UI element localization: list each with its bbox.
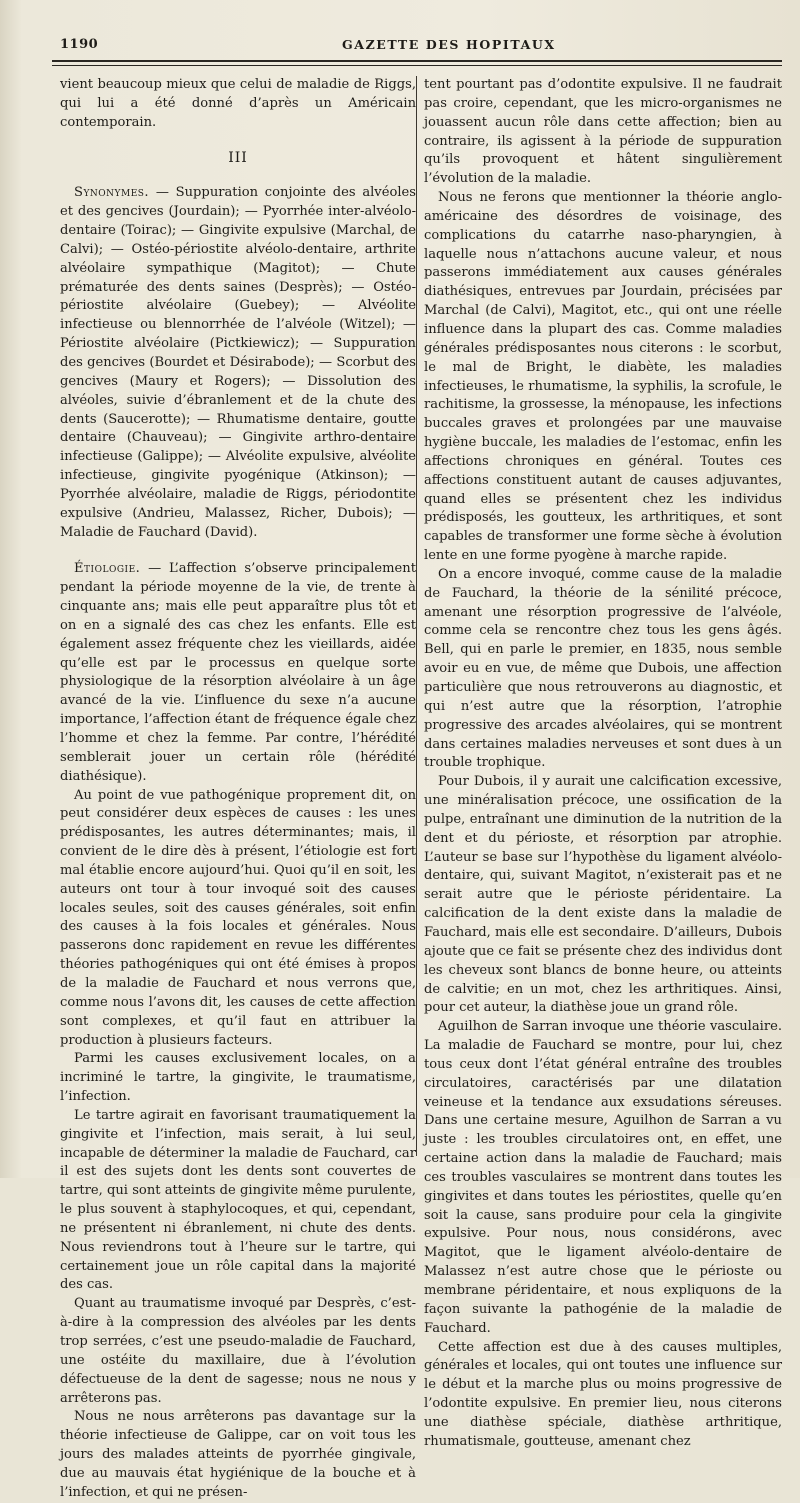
left-column bbox=[60, 76, 416, 1503]
paragraph-etiologie bbox=[60, 560, 416, 786]
paragraph-continuation: tent pourtant pas d’odontite expulsive. Il ne faudrait pas croire, cependant, que les micro-organismes ne jouassent aucun rôle dans cette affection; bien au contraire, ils agissent à la période de suppuration qu’ils provoquent et hâtent singulièrement l’évolution de la maladie. bbox=[424, 77, 782, 187]
synonymes-label: Synonymes. bbox=[74, 185, 150, 201]
paragraph-aguilhon: Aguilhon de Sarran invoque une théorie vasculaire. La maladie de Fauchard se montre, pour lui, chez tous ceux dont l’état général entraîne des troubles circulatoires, caractérisés par une dilatation veineuse et la tendance aux exsudations séreuses. Dans une certaine mesure, Aguilhon de Sarran a vu juste : les troubles circulatoires ont, en effet, une certaine action dans la maladie de Fauchard; mais ces troubles vasculaires se montrent dans toutes les gingivites et dans toutes les périostites, quelle qu’en soit la cause, sans produire pour cela la gingivite expulsive. Pour nous, nous considérons, avec Magitot, que le ligament alvéolo-dentaire de Malassez n’est autre chose que le périoste ou membrane péridentaire, et nous expliquons de la façon suivante la pathogénie de la maladie de Fauchard. bbox=[424, 1019, 782, 1336]
etiologie-label: Étiologie. bbox=[74, 561, 141, 577]
etiologie-text: — L’affection s’observe principalement pendant la période moyenne de la vie, de trente à cinquante ans; mais elle peut apparaître plus tôt et on en a signalé des cas chez les enfants. Elle est également assez fréquente chez les vieillards, aidée qu’elle est par le processus en quelque sorte physiologique de la résorption alvéolaire à un âge avancé de la vie. L’influence du sexe n’a aucune importance, l’affection étant de fréquence égale chez l’homme et chez la femme. Par contre, l’hérédité semblerait jouer un certain rôle (hérédité diathésique). bbox=[60, 561, 416, 784]
paragraph-galippe: Nous ne nous arrêterons pas davantage sur la théorie infectieuse de Galippe, car on voit tous les jours des malades atteints de pyorrhée gingivale, due au mauvais état hygiénique de la bouche et à l’infection, et qui ne présen- bbox=[60, 1409, 416, 1500]
paragraph-traumatisme: Quant au traumatisme invoqué par Desprès, c’est-à-dire à la compression des alvéoles par les dents trop serrées, c’est une pseudo-maladie de Fauchard, une ostéite du maxillaire, due à l’évolution défectueuse de la dent de sagesse; nous ne nous y arrêterons pas. bbox=[60, 1296, 416, 1406]
page-header bbox=[52, 34, 782, 56]
journal-title: GAZETTE DES HOPITAUX bbox=[342, 37, 556, 52]
paragraph-parmi: Parmi les causes exclusivement locales, on a incriminé le tartre, la gingivite, le traumatisme, l’infection. bbox=[60, 1051, 416, 1105]
paragraph-causes-multiples: Cette affection est due à des causes multiples, générales et locales, qui ont toutes une influence sur le début et la marche plus ou moins progressive de l’odontite expulsive. En premier lieu, nous citerons une diathèse spéciale, diathèse arthritique, rhumatismale, goutteuse, amenant chez bbox=[424, 1339, 782, 1449]
paragraph-opening: vient beaucoup mieux que celui de maladie de Riggs, qui lui a été donné d’après un Américain contemporain. bbox=[60, 77, 416, 130]
header-rule-thick bbox=[52, 60, 782, 62]
section-number: III bbox=[228, 149, 248, 166]
column-divider bbox=[416, 76, 417, 1156]
paragraph-anglo-americaine: Nous ne ferons que mentionner la théorie anglo-américaine des désordres de voisinage, des complications du catarrhe naso-pharyngien, à laquelle nous n’attachons aucune valeur, et nous passerons immédiatement aux causes générales diathésiques, entrevues par Jourdain, précisées par Marchal (de Calvi), Magitot, etc., qui ont une réelle influence dans la plupart des cas. Comme maladies générales prédisposantes nous citerons : le scorbut, le mal de Bright, le diabète, les maladies infectieuses, le rhumatisme, la syphilis, la scrofule, le rachitisme, la grossesse, la ménopause, les infections buccales graves et prolongées par une mauvaise hygiène buccale, les maladies de l’estomac, enfin les affections chroniques en général. Toutes ces affections constituent autant de causes adjuvantes, quand elles se présentent chez les individus prédisposés, les goutteux, les arthritiques, et sont capables de transformer une forme sèche à évolution lente en une forme pyogène à marche rapide. bbox=[424, 190, 782, 564]
paragraph-senilite: On a encore invoqué, comme cause de la maladie de Fauchard, la théorie de la sénilité précoce, amenant une résorption progressive de l’alvéole, comme cela se rencontre chez tous les gens âgés. Bell, qui en parle le premier, en 1835, nous semble avoir eu en vue, de même que Dubois, une affection particulière que nous retrouverons au diagnostic, et qui n’est autre que la résorption, l’atrophie progressive des arcades alvéolaires, qui se montrent dans certaines maladies nerveuses et sont dues à un trouble trophique. bbox=[424, 566, 782, 771]
synonymes-text: — Suppuration conjointe des alvéoles et des gencives (Jourdain); — Pyorrhée inter-alvéolo-dentaire (Toirac); — Gingivite expulsive (Marchal, de Calvi); — Ostéo-périostite alvéolo-dentaire, arthrite alvéolaire sympathique (Magitot); — Chute prématurée des dents saines (Desprès); — Ostéo-périostite alvéolaire (Guebey); — Alvéolite infectieuse ou blennorrhée de l’alvéole (Witzel); — Périostite alvéolaire (Pictkiewicz); — Suppuration des gencives (Bourdet et Désirabode); — Scorbut des gencives (Maury et Rogers); — Dissolution des alvéoles, suivie d’ébranlement et de la chute des dents (Saucerotte); — Rhumatisme dentaire, goutte dentaire (Chauveau); — Gingivite arthro-dentaire infectieuse (Galippe); — Alvéolite expulsive, alvéolite infectieuse, gingivite pyogénique (Atkinson); — Pyorrhée alvéolaire, maladie de Riggs, périodontite expulsive (Andrieu, Malassez, Richer, Dubois); — Maladie de Fauchard (David). bbox=[60, 185, 416, 540]
paragraph-tartre: Le tartre agirait en favorisant traumatiquement la gingivite et l’infection, mais serait, à lui seul, incapable de déterminer la maladie de Fauchard, car il est des sujets dont les dents sont couvertes de tartre, qui sont atteints de gingivite même purulente, le plus souvent à staphylocoques, et qui, cependant, ne présentent ni ébranlement, ni chute des dents. Nous reviendrons tout à l’heure sur le tartre, qui certainement joue un rôle capital dans la majorité des cas. bbox=[60, 1107, 416, 1293]
header-rule-thin bbox=[52, 65, 782, 66]
paragraph-dubois: Pour Dubois, il y aurait une calcification excessive, une minéralisation précoce, une ossification de la pulpe, entraînant une diminution de la nutrition de la dent et du périoste, et résorption par atrophie. L’auteur se base sur l’hypothèse du ligament alvéolo-dentaire, qui, suivant Magitot, n’existerait pas et ne serait autre que le périoste péridentaire. La calcification de la dent existe dans la maladie de Fauchard, mais elle est secondaire. D’ailleurs, Dubois ajoute que ce fait se présente chez des individus dont les cheveux sont blancs de bonne heure, ou atteints de calvitie; en un mot, chez les arthritiques. Ainsi, pour cet auteur, la diathèse joue un grand rôle. bbox=[424, 774, 782, 1016]
paragraph-synonymes bbox=[60, 184, 416, 542]
right-column bbox=[424, 76, 782, 1452]
paragraph-point-de-vue: Au point de vue pathogénique proprement dit, on peut considérer deux espèces de causes : les unes prédisposantes, les autres déterminantes; mais, il convient de le dire dès à présent, l’étiologie est fort mal établie encore aujourd’hui. Quoi qu’il en soit, les auteurs ont tour à tour invoqué soit des causes locales seules, soit des causes générales, soit enfin des causes à la fois locales et générales. Nous passerons donc rapidement en revue les différentes théories pathogéniques qui ont été émises à propos de la maladie de Fauchard et nous verrons que, comme nous l’avons dit, les causes de cette affection sont complexes, et qu’il faut en attribuer la production à plusieurs facteurs. bbox=[60, 787, 416, 1048]
page-number: 1190 bbox=[60, 37, 99, 52]
